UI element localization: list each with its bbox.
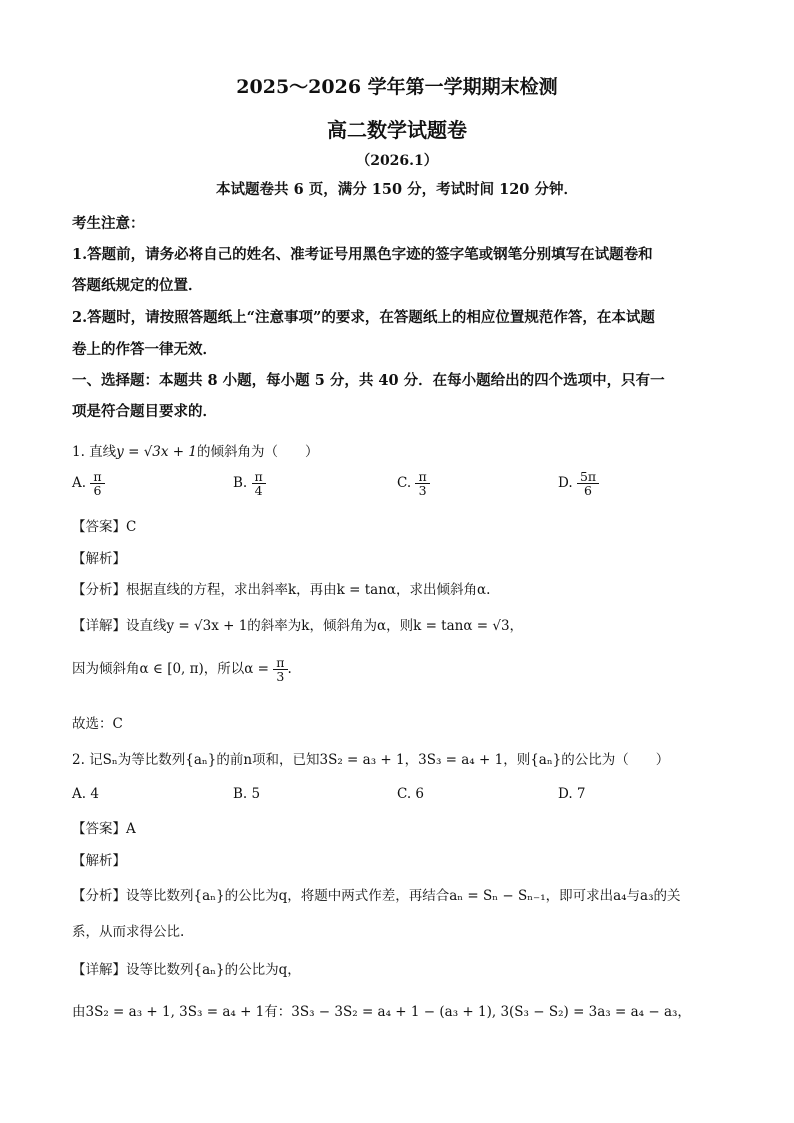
q2-stem: 2. 记Sₙ为等比数列{aₙ}的前n项和，已知3S₂ = a₃ + 1，3S₃ = a₄ + 1，则{aₙ}的公比为（ ） [72,752,670,768]
because-prefix: 因为倾斜角α ∈ [0, π)，所以α = [72,661,274,678]
q1-because [72,656,292,683]
because-fraction: $\frac{\pi}{3}$ [273,656,287,683]
option-fraction: $\frac{\pi}{3}$ [415,470,429,497]
option-label: D. [558,475,573,492]
q1-option-d [558,470,599,497]
q2-option-b: B. 5 [233,786,261,802]
section1-line1: 一、选择题：本题共 8 小题，每小题 5 分，共 40 分．在每小题给出的四个选项中，只有一 [72,372,665,389]
option-fraction: $\frac{5\pi}{6}$ [577,470,599,497]
q2-fenxi-line1: 【分析】设等比数列{aₙ}的公比为q，将题中两式作差，再结合aₙ = Sₙ − Sₙ₋₁，即可求出a₄与a₃的关 [72,888,681,904]
q1-analysis-label: 【解析】 [72,551,126,567]
q1-suffix: 的倾斜角为（ ） [196,444,319,460]
q2-answer: 【答案】A [72,821,136,837]
notice-item1-line1: 1.答题前，请务必将自己的姓名、准考证号用黑色字迹的签字笔或钢笔分别填写在试题卷和 [72,246,653,263]
q2-option-d: D. 7 [558,786,586,802]
exam-subtitle: 高二数学试题卷 [327,118,467,142]
notice-item2-line2: 卷上的作答一律无效． [72,341,217,358]
option-label: A. [72,475,87,492]
q1-stem [72,440,318,460]
notice-item2-line1: 2.答题时，请按照答题纸上“注意事项”的要求，在答题纸上的相应位置规范作答，在本试题 [72,309,655,326]
option-label: C. [397,475,412,492]
notice-item1-line2: 答题纸规定的位置． [72,277,203,294]
q1-fenxi: 【分析】根据直线的方程，求出斜率k，再由k = tanα，求出倾斜角α. [72,582,491,598]
q1-answer: 【答案】C [72,519,137,535]
q1-equation: y = √3x + 1 [116,444,197,460]
q1-conclusion: 故选：C [72,716,123,732]
exam-date: （2026.1） [356,153,438,169]
q1-option-b [233,470,266,497]
q2-fenxi-line2: 系，从而求得公比. [72,924,185,940]
q1-option-a [72,470,105,497]
q1-option-c [397,470,430,497]
option-fraction: $\frac{\pi}{4}$ [252,470,266,497]
q2-option-c: C. 6 [397,786,425,802]
option-fraction: $\frac{\pi}{6}$ [90,470,104,497]
notice-heading: 考生注意： [72,215,145,232]
because-suffix: . [287,661,292,678]
option-label: B. [233,475,248,492]
exam-title: 2025～2026 学年第一学期期末检测 [236,76,558,98]
q2-option-a: A. 4 [72,786,99,802]
q1-xiangjie: 【详解】设直线y = √3x + 1的斜率为k，倾斜角为α，则k = tanα = √3， [72,618,524,634]
exam-info: 本试题卷共 6 页，满分 150 分，考试时间 120 分钟． [216,181,578,198]
section1-line2: 项是符合题目要求的． [72,403,217,420]
q2-derivation: 由3S₂ = a₃ + 1, 3S₃ = a₄ + 1有：3S₃ − 3S₂ = a₄ + 1 − (a₃ + 1), 3(S₃ − S₂) = 3a₃ = a₄ − a₃， [72,1004,691,1020]
q1-prefix: 1. 直线 [72,444,117,460]
q2-analysis-label: 【解析】 [72,853,126,869]
q2-xiangjie: 【详解】设等比数列{aₙ}的公比为q， [72,962,301,978]
